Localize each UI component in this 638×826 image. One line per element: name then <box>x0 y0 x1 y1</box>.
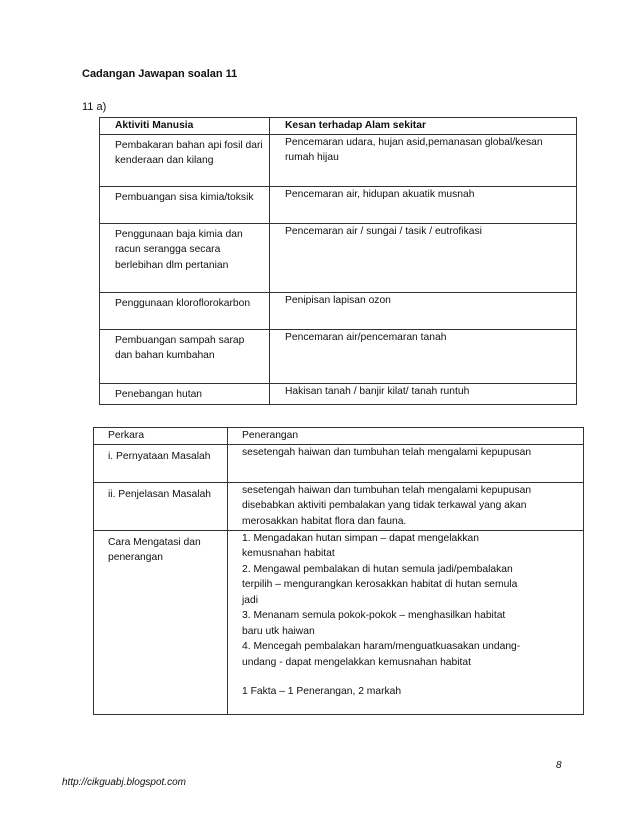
activity-cell: Penggunaan kloroflorokarbon <box>100 292 270 329</box>
header-effect: Kesan terhadap Alam sekitar <box>270 118 577 135</box>
activity-cell: Penebangan hutan <box>100 383 270 405</box>
activity-cell: Pembuangan sisa kimia/toksik <box>100 186 270 223</box>
page-heading: Cadangan Jawapan soalan 11 <box>82 68 238 80</box>
effect-cell: Pencemaran air, hidupan akuatik musnah <box>270 186 577 223</box>
activities-table <box>99 117 577 405</box>
text-line: jadi <box>242 594 259 606</box>
page-number: 8 <box>556 760 562 771</box>
activity-cell: Penggunaan baja kimia dan racun serangga secara berlebihan dlm pertanian <box>100 223 270 292</box>
marking-note: 1 Fakta – 1 Penerangan, 2 markah <box>242 686 402 697</box>
text-line: undang - dapat mengelakkan kemusnahan habitat <box>242 656 471 668</box>
text-line: 2. Mengawal pembalakan di hutan semula jadi/pembalakan <box>242 563 513 575</box>
text-line: disebabkan aktiviti pembalakan yang tidak terkawal yang akan <box>242 500 527 511</box>
text-line: kemusnahan habitat <box>242 548 335 559</box>
footer-url[interactable]: http://cikguabj.blogspot.com <box>62 777 186 788</box>
table-row <box>100 134 577 186</box>
problem-explanation-text <box>228 482 584 530</box>
answer-table <box>93 427 584 715</box>
effect-cell: Pencemaran air / sungai / tasik / eutrofikasi <box>270 223 577 292</box>
header-penerangan: Penerangan <box>228 428 584 445</box>
effect-cell: Pencemaran udara, hujan asid,pemanasan global/kesan rumah hijau <box>270 134 577 186</box>
table-header-row <box>100 118 577 135</box>
solution-label: Cara Mengatasi dan penerangan <box>94 530 228 714</box>
text-line: baru utk haiwan <box>242 625 315 637</box>
table-row <box>100 329 577 383</box>
question-label: 11 a) <box>82 101 107 113</box>
table-row <box>100 292 577 329</box>
table-row <box>94 444 584 482</box>
activity-cell: Pembakaran bahan api fosil dari kenderaan dan kilang <box>100 134 270 186</box>
effect-cell: Hakisan tanah / banjir kilat/ tanah runtuh <box>270 383 577 405</box>
text-line: merosakkan habitat flora dan fauna. <box>242 515 407 527</box>
table-row <box>100 383 577 405</box>
activity-cell: Pembuangan sampah sarap dan bahan kumbahan <box>100 329 270 383</box>
solution-text <box>228 530 584 714</box>
text-line: sesetengah haiwan dan tumbuhan telah mengalami kepupusan <box>242 484 532 496</box>
problem-explanation-label: ii. Penjelasan Masalah <box>94 482 228 530</box>
header-perkara: Perkara <box>94 428 228 445</box>
spacer <box>242 670 577 684</box>
text-line: 3. Menanam semula pokok-pokok – menghasilkan habitat <box>242 610 506 621</box>
header-activity: Aktiviti Manusia <box>100 118 270 135</box>
table-header-row <box>94 428 584 445</box>
table-row <box>94 482 584 530</box>
effect-cell: Pencemaran air/pencemaran tanah <box>270 329 577 383</box>
effect-cell: Penipisan lapisan ozon <box>270 292 577 329</box>
text-line: 1. Mengadakan hutan simpan – dapat mengelakkan <box>242 532 479 544</box>
text-line: 4. Mencegah pembalakan haram/menguatkuasakan undang- <box>242 641 521 652</box>
table-row <box>100 223 577 292</box>
text-line: terpilih – mengurangkan kerosakkan habitat di hutan semula <box>242 579 518 590</box>
problem-statement-text: sesetengah haiwan dan tumbuhan telah mengalami kepupusan <box>228 444 584 482</box>
table-row <box>100 186 577 223</box>
table-row <box>94 530 584 714</box>
problem-statement-label: i. Pernyataan Masalah <box>94 444 228 482</box>
